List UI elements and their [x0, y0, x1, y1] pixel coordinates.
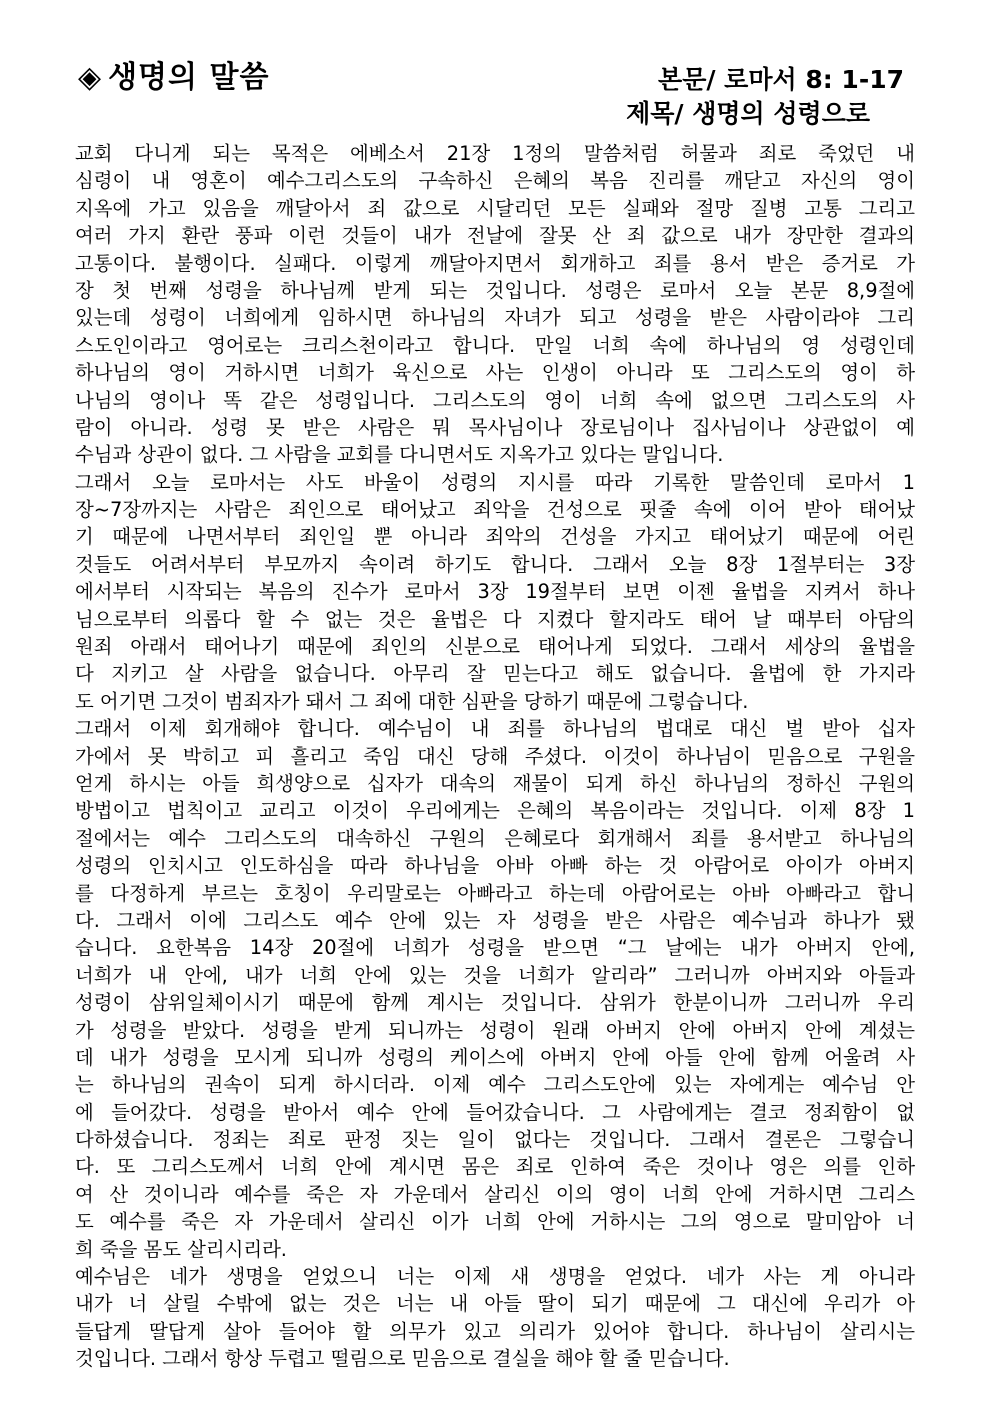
- body-line: 것들도 어려서부터 부모까지 속이려 하기도 합니다. 그래서 오늘 8장 1절부터는 3장: [75, 552, 915, 576]
- sermon-body: [75, 140, 915, 1373]
- body-line: 교회 다니게 되는 목적은 에베소서 21장 1정의 말씀처럼 허물과 죄로 죽었던 내: [75, 142, 915, 165]
- sermon-subject: 제목/ 생명의 성령으로: [626, 99, 870, 128]
- body-line: 가 성령을 받았다. 성령을 받게 되니까는 성령이 원래 아버지 안에 아버지 안에 계셨는: [75, 1018, 915, 1042]
- body-line: 원죄 아래서 태어나기 때문에 죄인의 신분으로 태어나게 되었다. 그래서 세상의 율법을: [75, 635, 915, 659]
- body-line: 여 산 것이니라 예수를 죽은 자 가운데서 살리신 이의 영이 너희 안에 거하시면 그리스: [75, 1182, 915, 1206]
- body-line: 심령이 내 영혼이 예수그리스도의 구속하신 은혜의 복음 진리를 깨닫고 자신의 영이: [75, 169, 915, 193]
- section-title: [78, 52, 269, 96]
- body-line: 스도인이라고 영어로는 크리스천이라고 합니다. 만일 너희 속에 하나님의 영 성령인데: [75, 333, 915, 357]
- body-line: 방법이고 법칙이고 교리고 이것이 우리에게는 은혜의 복음이라는 것입니다. 이제 8장 1: [75, 799, 915, 823]
- body-line: 도 어기면 그것이 범죄자가 돼서 그 죄에 대한 심판을 당하기 때문에 그렇습니다.: [75, 689, 749, 713]
- body-line: 다. 그래서 이에 그리스도 예수 안에 있는 자 성령을 받은 사람은 예수님과 하나가 됐: [75, 908, 915, 932]
- scripture-reference: 본문/ 로마서 8: 1-17: [658, 65, 904, 94]
- body-line: 장~7장까지는 사람은 죄인으로 태어났고 죄악을 건성으로 핏줄 속에 이어 받아 태어났: [75, 498, 915, 522]
- body-line: 지옥에 가고 있음을 깨달아서 죄 값으로 시달리던 모든 실패와 절망 질병 고통 그리고: [75, 196, 915, 220]
- body-line: 습니다. 요한복음 14장 20절에 너희가 성령을 받으면 “그 날에는 내가 아버지 안에,: [75, 936, 915, 960]
- body-line: 에서부터 시작되는 복음의 진수가 로마서 3장 19절부터 보면 이젠 율법을 지켜서 하나: [75, 580, 915, 604]
- body-line: 나님의 영이나 똑 같은 성령입니다. 그리스도의 영이 너희 속에 없으면 그리스도의 사: [75, 388, 915, 412]
- body-line: 얻게 하시는 아들 희생양으로 십자가 대속의 재물이 되게 하신 하나님의 정하신 구원의: [75, 771, 915, 795]
- body-line: 그래서 이제 회개해야 합니다. 예수님이 내 죄를 하나님의 법대로 대신 벌 받아 십자: [75, 717, 915, 741]
- body-line: 그래서 오늘 로마서는 사도 바울이 성령의 지시를 따라 기록한 말씀인데 로마서 1: [75, 470, 915, 494]
- body-line: 수님과 상관이 없다. 그 사람을 교회를 다니면서도 지옥가고 있다는 말입니다.: [75, 443, 724, 467]
- body-line: 성령의 인치시고 인도하심을 따라 하나님을 아바 아빠 하는 것 아람어로 아이가 아버지: [75, 854, 915, 878]
- body-line: 너희가 내 안에, 내가 너희 안에 있는 것을 너희가 알리라” 그러니까 아버지와 아들과: [75, 963, 915, 987]
- body-line: 기 때문에 나면서부터 죄인일 뿐 아니라 죄악의 건성을 가지고 태어났기 때문에 어린: [75, 525, 915, 549]
- body-line: 도 예수를 죽은 자 가운데서 살리신 이가 너희 안에 거하시는 그의 영으로 말미암아 너: [75, 1210, 915, 1234]
- body-line: 님으로부터 의롭다 할 수 없는 것은 율법은 다 지켰다 할지라도 태어 날 때부터 아담의: [75, 607, 915, 631]
- body-line: 들답게 딸답게 살아 들어야 할 의무가 있고 의리가 있어야 합니다. 하나님이 살리시는: [75, 1319, 915, 1343]
- body-line: 장 첫 번째 성령을 하나님께 받게 되는 것입니다. 성령은 로마서 오늘 본문 8,9절에: [75, 278, 915, 302]
- body-line: 는 하나님의 권속이 되게 하시더라. 이제 예수 그리스도안에 있는 자에게는 예수님 안: [75, 1073, 915, 1097]
- body-line: 데 내가 성령을 모시게 되니까 성령의 케이스에 아버지 안에 아들 안에 함께 어울려 사: [75, 1045, 915, 1069]
- body-line: 성령이 삼위일체이시기 때문에 함께 계시는 것입니다. 삼위가 한분이니까 그러니까 우리: [75, 991, 915, 1015]
- body-line: 다하셨습니다. 정죄는 죄로 판정 짓는 일이 없다는 것입니다. 그래서 결론은 그렇습니: [75, 1128, 915, 1152]
- body-line: 것입니다. 그래서 항상 두렵고 떨림으로 믿음으로 결실을 해야 할 줄 믿습니다.: [75, 1347, 730, 1371]
- body-line: 희 죽을 몸도 살리시리라.: [75, 1237, 287, 1261]
- body-line: 를 다정하게 부르는 호칭이 우리말로는 아빠라고 하는데 아람어로는 아바 아빠라고 합니: [75, 881, 915, 905]
- diamond-bullet-icon: ◈: [78, 60, 103, 95]
- body-line: 에 들어갔다. 성령을 받아서 예수 안에 들어갔습니다. 그 사람에게는 결코 정죄함이 없: [75, 1100, 915, 1124]
- body-line: 람이 아니라. 성령 못 받은 사람은 뭐 목사님이나 장로님이나 집사님이나 상관없이 예: [75, 415, 915, 439]
- body-line: 다. 또 그리스도께서 너희 안에 계시면 몸은 죄로 인하여 죽은 것이나 영은 의를 인하: [75, 1155, 915, 1179]
- body-line: 내가 너 살릴 수밖에 없는 것은 너는 내 아들 딸이 되기 때문에 그 대신에 우리가 아: [75, 1292, 915, 1316]
- body-line: 고통이다. 불행이다. 실패다. 이렇게 깨달아지면서 회개하고 죄를 용서 받은 증거로 가: [75, 251, 915, 275]
- body-line: 절에서는 예수 그리스도의 대속하신 구원의 은혜로다 회개해서 죄를 용서받고 하나님의: [75, 826, 915, 850]
- body-line: 하나님의 영이 거하시면 너희가 육신으로 사는 인생이 아니라 또 그리스도의 영이 하: [75, 361, 915, 385]
- body-line: 있는데 성령이 너희에게 임하시면 하나님의 자녀가 되고 성령을 받은 사람이라야 그리: [75, 306, 915, 330]
- body-line: 예수님은 네가 생명을 얻었으니 너는 이제 새 생명을 얻었다. 네가 사는 게 아니라: [75, 1265, 915, 1289]
- body-line: 여러 가지 환란 풍파 이런 것들이 내가 전날에 잘못 산 죄 값으로 내가 장만한 결과의: [75, 224, 915, 248]
- body-line: 가에서 못 박히고 피 흘리고 죽임 대신 당해 주셨다. 이것이 하나님이 믿음으로 구원을: [75, 744, 915, 768]
- body-line: 다 지키고 살 사람을 없습니다. 아무리 잘 믿는다고 해도 없습니다. 율법에 한 가지라: [75, 662, 915, 686]
- section-title-text: 생명의 말씀: [108, 60, 270, 95]
